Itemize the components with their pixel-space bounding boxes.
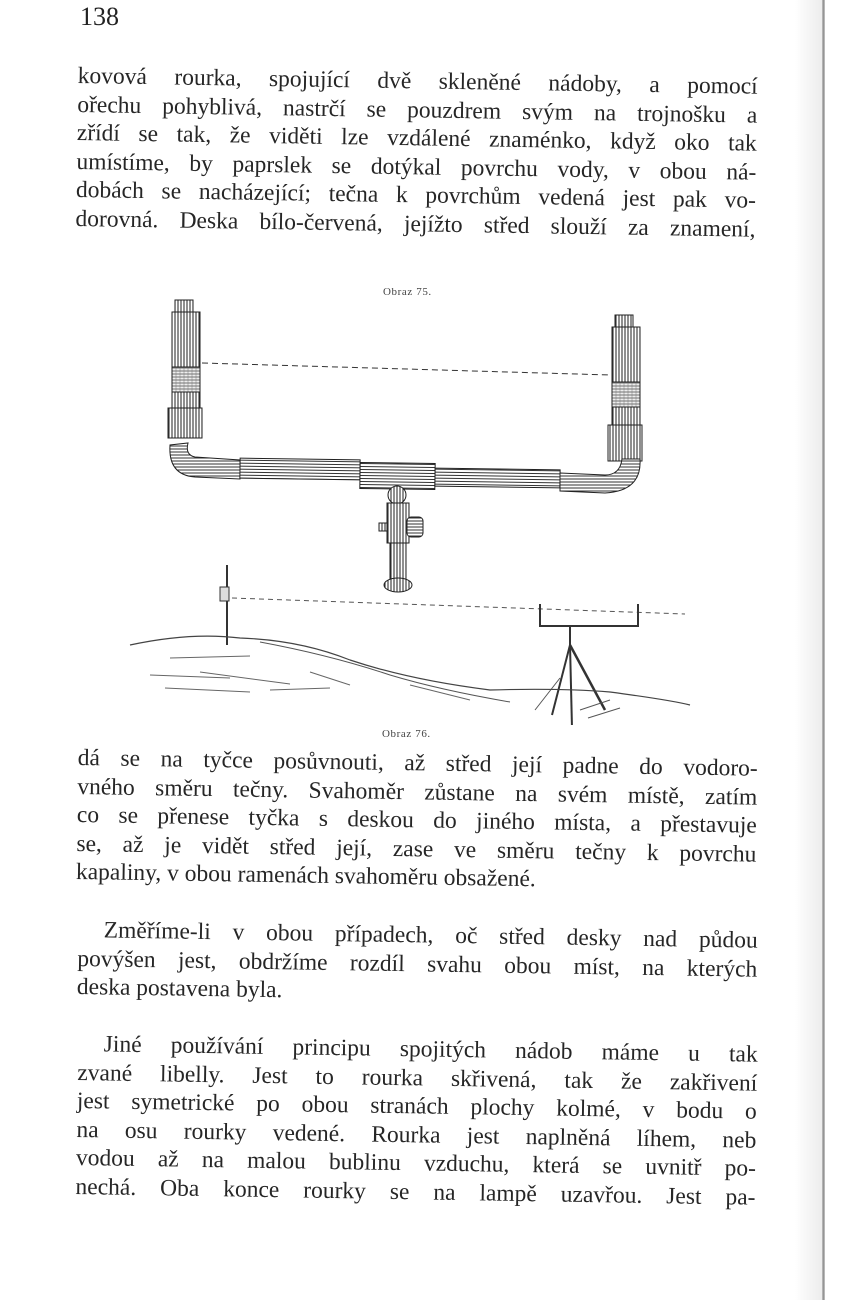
text-line: Jiné používání principu spojitých nádob máme u tak xyxy=(103,1031,758,1068)
text-line: vodou až na malou bublinu vzduchu, která se uvnitř po- xyxy=(75,1145,757,1183)
text-line: na osu rourky vedené. Rourka jest naplněná líhem, neb xyxy=(76,1116,757,1154)
text-line: jest symetrické po obou stranách plochy kolmé, v bodu o xyxy=(76,1088,758,1125)
text-line: zřídí se tak, že viděti lze vzdálené znaménko, když oko tak xyxy=(76,120,758,157)
text-line: kapaliny, v obou ramenách svahoměru obsažené. xyxy=(75,859,536,893)
svahomer-instrument-icon xyxy=(150,295,710,595)
page-number: 138 xyxy=(80,2,119,31)
text-line: se, až je vidět střed její, zase ve směru tečny k povrchu xyxy=(76,830,757,868)
text-line: zvané libelly. Jest to rourka skřivená, tak že zakřivení xyxy=(77,1059,758,1097)
figure-75-caption: Obraz 75. xyxy=(383,286,432,298)
paragraph-top xyxy=(75,62,758,244)
text-line: vného směru tečny. Svahoměr zůstane na svém místě, zatím xyxy=(77,773,758,811)
levelling-field-scene-icon xyxy=(110,560,710,725)
text-line: dobách se nacházející; tečna k povrchům vedená jest pak vo- xyxy=(75,177,757,215)
figure-76-illustration xyxy=(110,560,710,725)
text-line: ořechu pohyblivá, nastrčí se pouzdrem svým na trojnošku a xyxy=(77,91,758,129)
text-line: nechá. Oba konce rourky se na lampě uzavřou. Jest pa- xyxy=(75,1173,756,1211)
text-line: dá se na tyčce posůvnouti, až střed její padne do vodoro- xyxy=(77,744,758,782)
text-line: umístíme, by paprslek se dotýkal povrchu vody, v obou ná- xyxy=(76,148,757,186)
text-line: povýšen jest, obdržíme rozdíl svahu obou míst, na kterých xyxy=(77,945,758,983)
page-gutter-shadow xyxy=(795,0,823,1300)
figure-76-caption: Obraz 76. xyxy=(382,728,431,740)
paragraph-middle xyxy=(76,744,758,898)
paragraph-3 xyxy=(75,1030,758,1212)
text-line: dorovná. Deska bílo-červená, jejížto střed slouží za znamení, xyxy=(75,205,756,243)
text-line: Změříme-li v obou případech, oč střed desky nad půdou xyxy=(103,917,758,954)
text-line: co se přenese tyčka s deskou do jiného místa, a přestavuje xyxy=(76,802,758,839)
figure-75-illustration xyxy=(150,295,710,595)
page-edge xyxy=(822,0,825,1300)
text-line: deska postavena byla. xyxy=(76,974,283,1004)
paragraph-2 xyxy=(77,916,758,1012)
text-line: kovová rourka, spojující dvě skleněné nádoby, a pomocí xyxy=(77,62,758,100)
